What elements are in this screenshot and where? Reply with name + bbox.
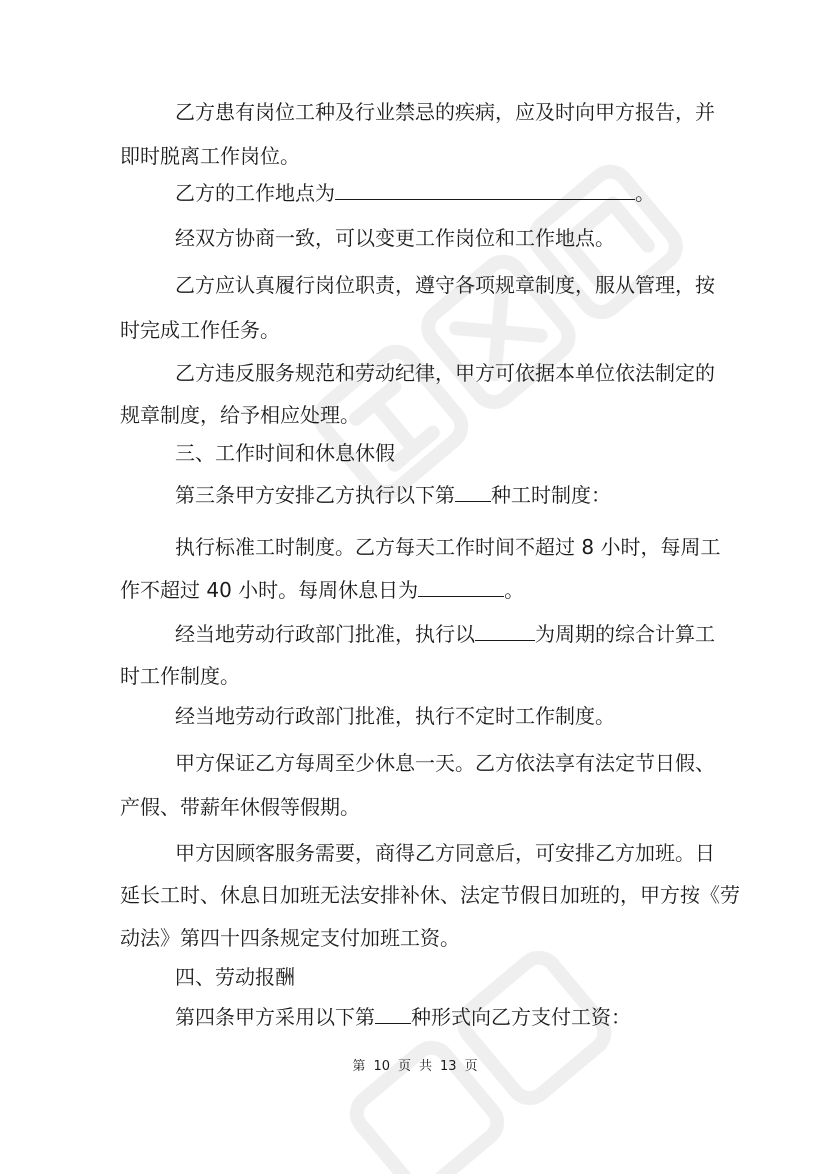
paragraph-line: 时完成工作任务。 <box>120 318 280 342</box>
page-footer <box>0 1058 830 1076</box>
paragraph-line: 甲方保证乙方每周至少休息一天。乙方依法享有法定节日假、 <box>175 751 715 775</box>
footer-text: 共 <box>419 1059 433 1074</box>
total-page-count: 13 <box>440 1059 457 1074</box>
fill-blank-wage-form <box>375 1005 411 1024</box>
text-segment: 作不超过 40 小时。每周休息日为 <box>120 578 419 602</box>
paragraph-rest-day <box>120 578 720 602</box>
paragraph-line: 乙方违反服务规范和劳动纪律，甲方可依据本单位依法制定的 <box>175 361 715 385</box>
current-page-number: 10 <box>373 1059 390 1074</box>
text-segment: 为周期的综合计算工 <box>535 622 715 646</box>
paragraph-line: 产假、带薪年休假等假期。 <box>120 795 360 819</box>
paragraph-line: 经双方协商一致，可以变更工作岗位和工作地点。 <box>175 226 615 250</box>
paragraph-cycle <box>175 622 775 646</box>
fill-blank-hour-system <box>455 483 491 502</box>
text-segment: 种形式向乙方支付工资： <box>411 1005 631 1029</box>
text-segment: 第四条甲方采用以下第 <box>175 1005 375 1029</box>
paragraph-line: 甲方因顾客服务需要，商得乙方同意后，可安排乙方加班。日 <box>175 841 715 865</box>
footer-text: 第 <box>352 1059 366 1074</box>
section-heading-four: 四、劳动报酬 <box>175 965 295 989</box>
fill-blank-rest-day <box>418 578 504 597</box>
paragraph-line: 乙方患有岗位工种及行业禁忌的疾病，应及时向甲方报告，并 <box>175 100 715 124</box>
paragraph-line: 经当地劳动行政部门批准，执行不定时工作制度。 <box>175 704 615 728</box>
footer-text: 页 <box>464 1059 478 1074</box>
paragraph-line: 执行标准工时制度。乙方每天工作时间不超过 8 小时，每周工 <box>175 535 721 559</box>
section-heading-three: 三、工作时间和休息休假 <box>175 441 395 465</box>
text-segment: 种工时制度： <box>491 483 611 507</box>
paragraph-hour-system <box>175 483 775 507</box>
footer-text: 页 <box>397 1059 411 1074</box>
text-segment: 。 <box>504 578 525 602</box>
text-segment: 第三条甲方安排乙方执行以下第 <box>175 483 455 507</box>
paragraph-line: 规章制度，给予相应处理。 <box>120 403 360 427</box>
fill-blank-work-location <box>335 181 635 200</box>
paragraph-line: 延长工时、休息日加班无法安排补休、法定节假日加班的，甲方按《劳 <box>120 883 740 907</box>
text-segment: 经当地劳动行政部门批准，执行以 <box>175 622 475 646</box>
text-segment: 乙方的工作地点为 <box>175 181 335 205</box>
paragraph-work-location <box>175 181 775 205</box>
paragraph-wage-form <box>175 1005 775 1029</box>
paragraph-line: 时工作制度。 <box>120 664 240 688</box>
paragraph-line: 乙方应认真履行岗位职责，遵守各项规章制度，服从管理，按 <box>175 273 715 297</box>
paragraph-line: 动法》第四十四条规定支付加班工资。 <box>120 926 460 950</box>
text-segment: 。 <box>635 181 655 205</box>
fill-blank-cycle <box>475 622 535 641</box>
paragraph-line: 即时脱离工作岗位。 <box>120 144 300 168</box>
